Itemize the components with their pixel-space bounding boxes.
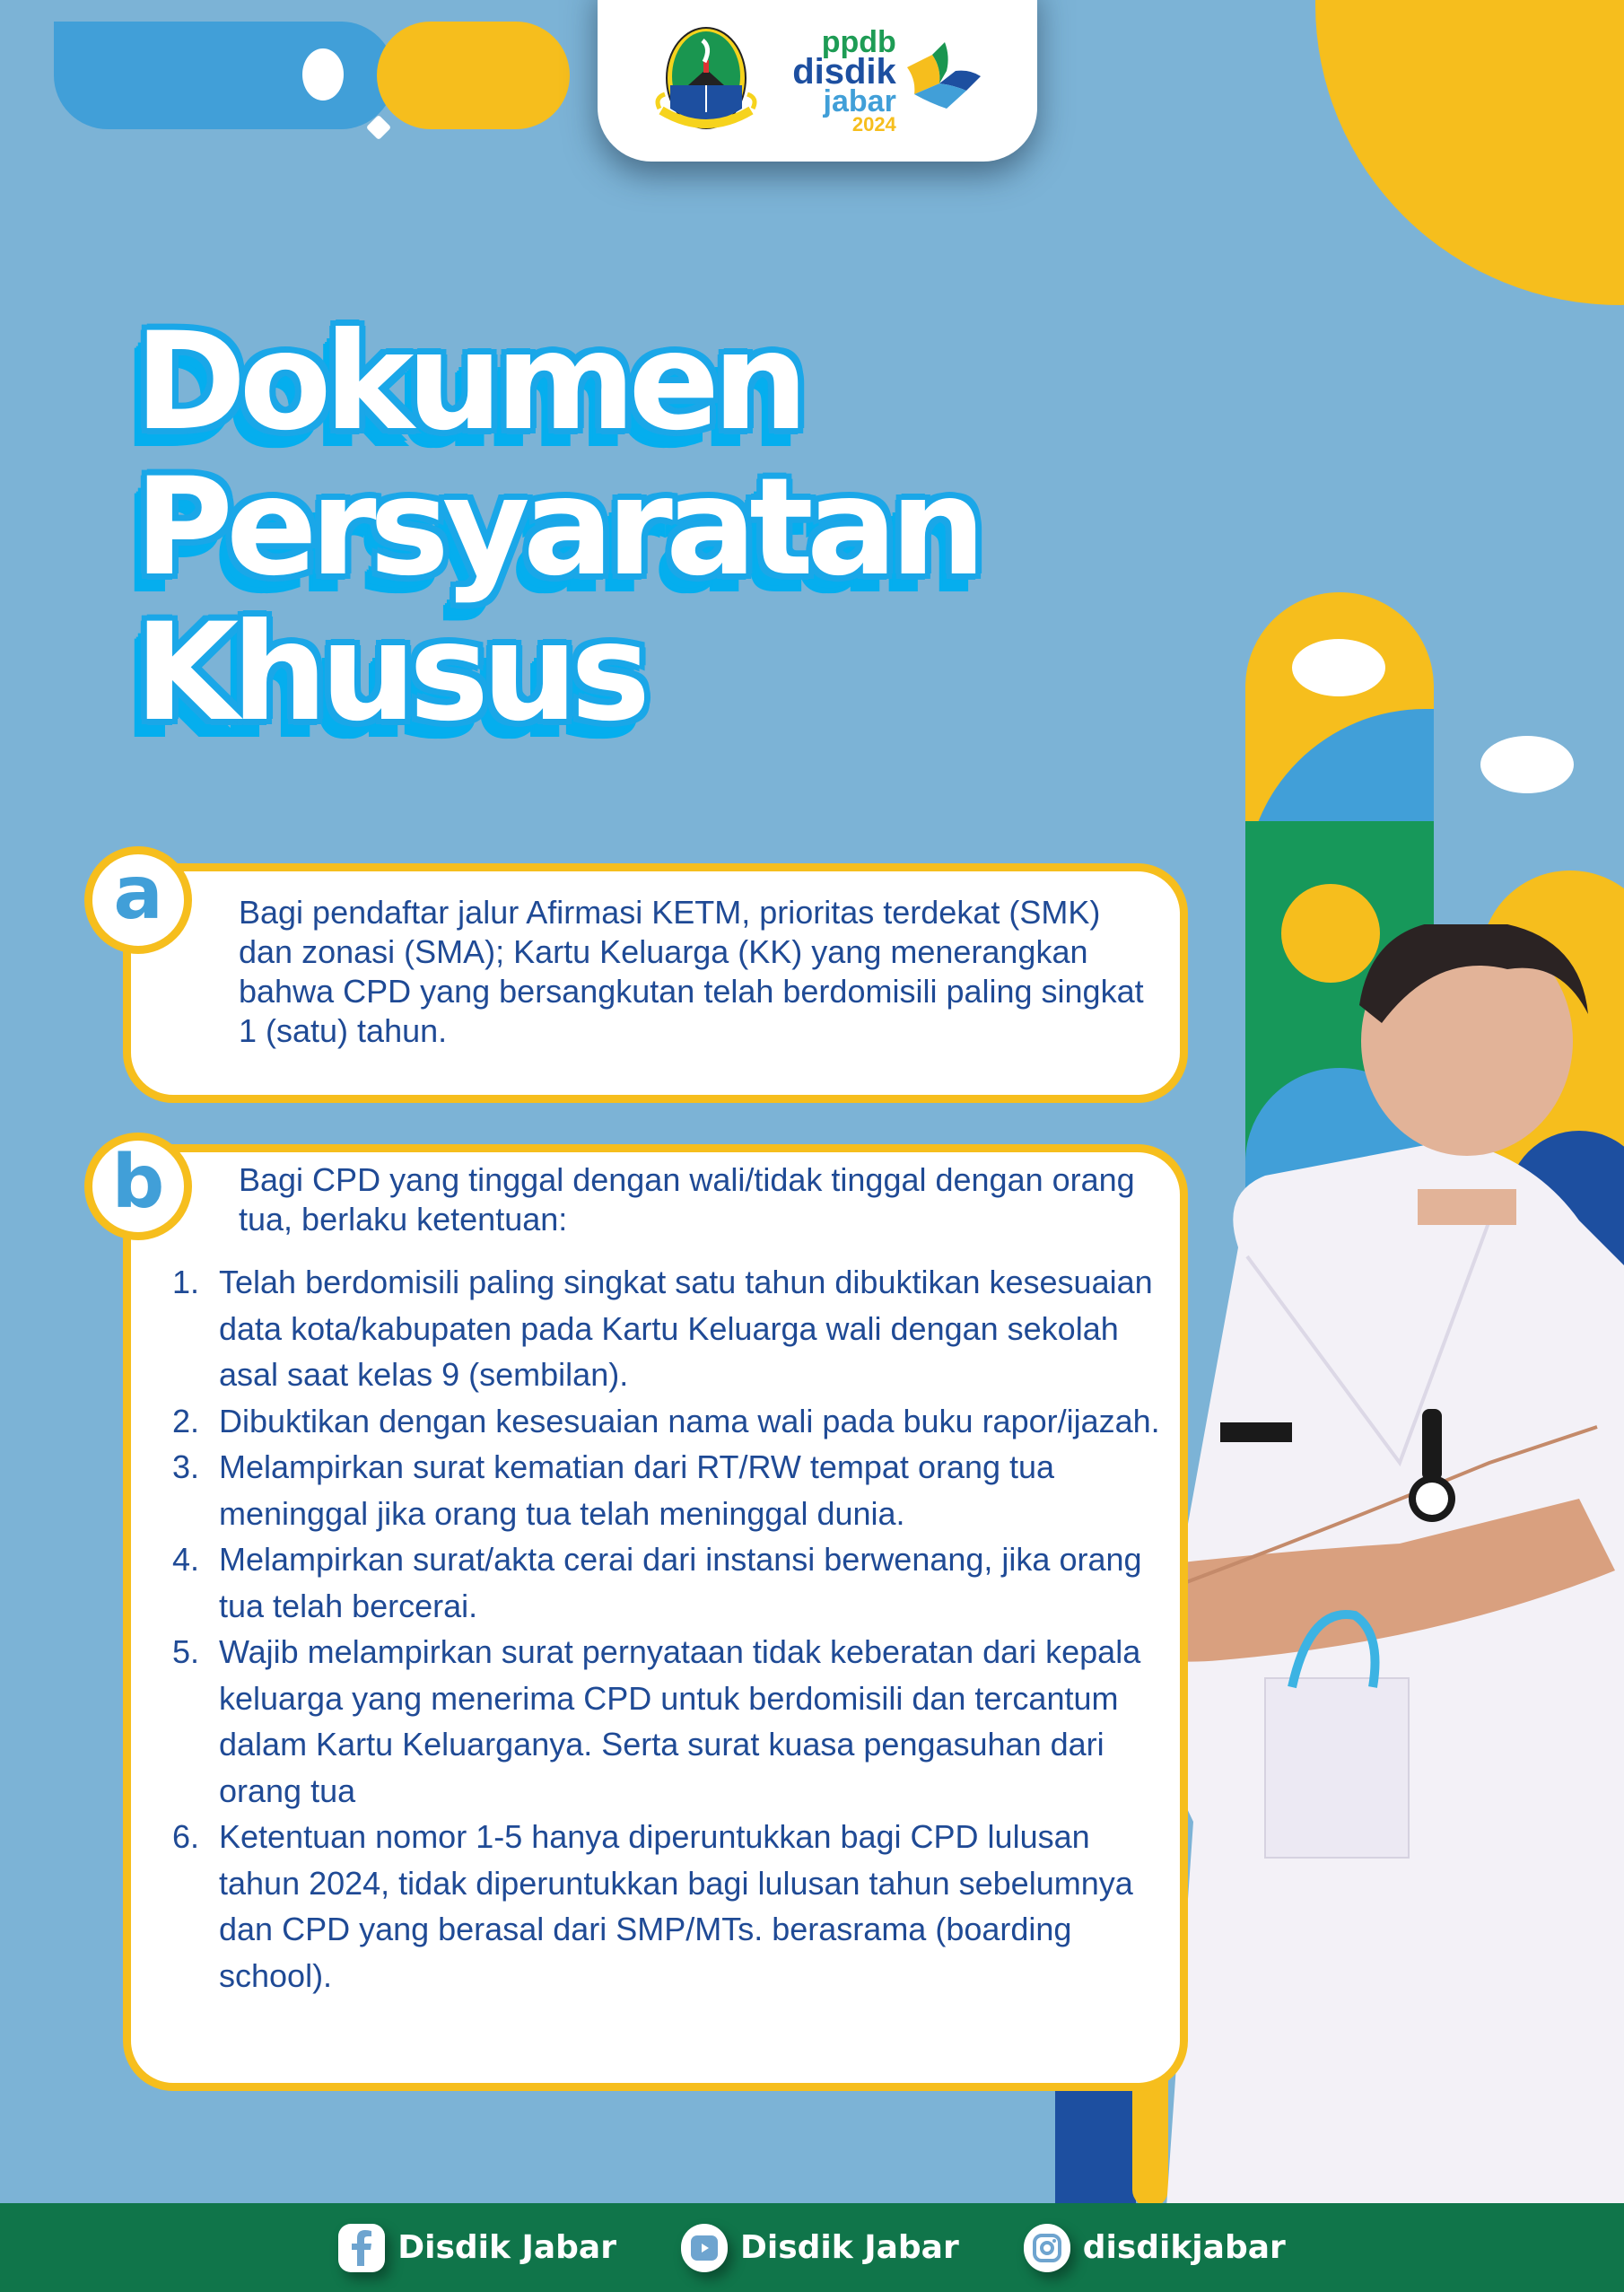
logo-line-year: 2024	[851, 112, 896, 136]
logo-line-jabar: jabar	[823, 84, 896, 119]
footer-social-bar	[0, 2203, 1624, 2292]
decorative-white-dot	[302, 48, 344, 101]
page-title	[135, 304, 979, 751]
logo-panel	[598, 0, 1037, 162]
social-youtube[interactable]	[681, 2224, 959, 2272]
social-facebook[interactable]	[338, 2224, 616, 2272]
decorative-yellow-circle	[1315, 0, 1624, 305]
list-item: 3. Melampirkan surat kematian dari RT/RW tempat orang tua meninggal jika orang tua telah meninggal dunia.	[172, 1448, 1055, 1532]
list-item: 5. Wajib melampirkan surat pernyataan tidak keberatan dari kepala keluarga yang menerima CPD untuk berdomisili dan tercantum dalam Kartu Keluarganya. Serta surat kuasa pengasuhan dari orang tua	[172, 1633, 1141, 1809]
decorative-cutout	[0, 22, 54, 129]
book-logo-icon	[902, 40, 982, 121]
section-badge-a: a	[84, 846, 192, 954]
title-line-3: Khusus	[135, 595, 644, 751]
list-item: 2. Dibuktikan dengan kesesuaian nama wali pada buku rapor/ijazah.	[172, 1402, 1160, 1439]
instagram-label: disdikjabar	[1082, 2229, 1286, 2266]
list-item: 1. Telah berdomisili paling singkat satu tahun dibuktikan kesesuaian data kota/kabupaten pada Kartu Keluarga wali dengan sekolah asal saat kelas 9 (sembilan).	[172, 1264, 1153, 1393]
social-instagram[interactable]	[1024, 2224, 1286, 2272]
youtube-label: Disdik Jabar	[739, 2229, 959, 2266]
decorative-white-dot	[1480, 736, 1574, 793]
title-line-1: Dokumen	[135, 304, 801, 460]
ppdb-disdik-jabar-logo	[792, 24, 982, 136]
title-line-2: Persyaratan	[135, 450, 979, 606]
logo-line-ppdb: ppdb	[821, 24, 896, 59]
facebook-icon	[338, 2224, 385, 2272]
list-item: 6. Ketentuan nomor 1-5 hanya diperuntukkan bagi CPD lulusan tahun 2024, tidak diperuntukkan bagi lulusan tahun sebelumnya dan CPD yang berasal dari SMP/MTs. berasrama (boarding school).	[172, 1818, 1133, 1994]
section-b-list	[172, 1259, 1168, 1999]
instagram-icon	[1024, 2224, 1070, 2272]
section-badge-b: b	[84, 1133, 192, 1240]
decorative-blue-pill	[54, 22, 395, 129]
west-java-crest-icon	[652, 22, 760, 139]
youtube-icon	[681, 2224, 728, 2272]
section-a-text: Bagi pendaftar jalur Afirmasi KETM, prioritas terdekat (SMK) dan zonasi (SMA); Kartu Keluarga (KK) yang menerangkan bahwa CPD yang bersangkutan telah berdomisili paling singkat 1 (satu) tahun.	[239, 894, 1144, 1049]
section-b-intro: Bagi CPD yang tinggal dengan wali/tidak tinggal dengan orang tua, berlaku ketentuan:	[239, 1161, 1135, 1238]
logo-line-disdik: disdik	[792, 52, 896, 92]
list-item: 4. Melampirkan surat/akta cerai dari instansi berwenang, jika orang tua telah bercerai.	[172, 1541, 1142, 1624]
student-photo	[1113, 924, 1624, 2208]
facebook-label: Disdik Jabar	[397, 2229, 616, 2266]
decorative-yellow-pill	[377, 22, 570, 129]
